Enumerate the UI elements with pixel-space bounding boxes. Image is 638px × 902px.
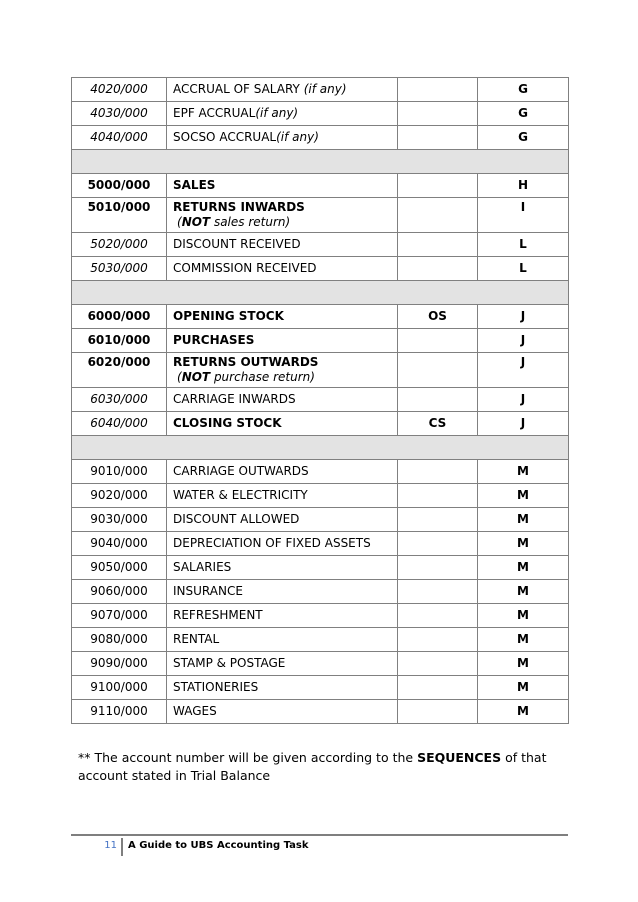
chart-of-accounts-table xyxy=(71,77,569,724)
account-name: CARRIAGE INWARDS xyxy=(173,392,296,406)
account-type: G xyxy=(478,78,569,102)
account-code: 4030/000 xyxy=(72,102,167,126)
account-code: 9060/000 xyxy=(72,580,167,604)
account-code: 9110/000 xyxy=(72,700,167,724)
account-type: M xyxy=(478,604,569,628)
section-separator-row xyxy=(72,281,569,305)
stock-marker xyxy=(398,652,478,676)
account-name-cell xyxy=(167,412,398,436)
account-qualifier: (if any) xyxy=(303,82,347,96)
stock-marker xyxy=(398,556,478,580)
account-type: M xyxy=(478,460,569,484)
account-name: WATER & ELECTRICITY xyxy=(173,488,308,502)
account-name: INSURANCE xyxy=(173,584,243,598)
account-name-cell xyxy=(167,556,398,580)
account-name-cell xyxy=(167,174,398,198)
account-code: 9070/000 xyxy=(72,604,167,628)
account-name: REFRESHMENT xyxy=(173,608,263,622)
table-row xyxy=(72,329,569,353)
account-name-cell xyxy=(167,628,398,652)
table-row xyxy=(72,233,569,257)
account-type: J xyxy=(478,305,569,329)
account-name: OPENING STOCK xyxy=(173,309,284,323)
account-type: L xyxy=(478,257,569,281)
account-type: M xyxy=(478,556,569,580)
account-name-cell xyxy=(167,484,398,508)
account-type: L xyxy=(478,233,569,257)
stock-marker xyxy=(398,628,478,652)
account-name-cell xyxy=(167,532,398,556)
table-row xyxy=(72,174,569,198)
account-name-cell xyxy=(167,102,398,126)
account-name: RETURNS INWARDS xyxy=(173,200,305,214)
account-code: 9090/000 xyxy=(72,652,167,676)
account-qualifier: (if any) xyxy=(276,130,319,144)
account-name: EPF ACCRUAL xyxy=(173,106,256,120)
table-body xyxy=(72,78,569,724)
account-name-cell xyxy=(167,353,398,388)
account-name-cell xyxy=(167,126,398,150)
note-emphasis: NOT xyxy=(181,215,211,229)
account-name-cell xyxy=(167,508,398,532)
account-name-cell xyxy=(167,329,398,353)
section-separator-row xyxy=(72,150,569,174)
table-row xyxy=(72,700,569,724)
account-name: RETURNS OUTWARDS xyxy=(173,355,319,369)
account-name: STAMP & POSTAGE xyxy=(173,656,286,670)
footnote-emphasis: SEQUENCES xyxy=(417,750,502,765)
stock-marker xyxy=(398,353,478,388)
account-name: DISCOUNT RECEIVED xyxy=(173,237,301,251)
account-code: 6010/000 xyxy=(72,329,167,353)
account-code: 9100/000 xyxy=(72,676,167,700)
account-name: RENTAL xyxy=(173,632,220,646)
account-name: CARRIAGE OUTWARDS xyxy=(173,464,309,478)
table-row xyxy=(72,305,569,329)
page-number: 11 xyxy=(104,840,117,851)
stock-marker xyxy=(398,102,478,126)
stock-marker xyxy=(398,233,478,257)
account-qualifier: (if any) xyxy=(255,106,299,120)
account-name: DEPRECIATION OF FIXED ASSETS xyxy=(173,536,371,550)
account-name: ACCRUAL OF SALARY xyxy=(173,82,300,96)
stock-marker xyxy=(398,174,478,198)
table-row xyxy=(72,652,569,676)
table-row xyxy=(72,484,569,508)
footer-rule xyxy=(71,834,568,836)
account-type: J xyxy=(478,388,569,412)
note-open: ( xyxy=(177,370,182,384)
account-name: SALARIES xyxy=(173,560,232,574)
separator-cell xyxy=(72,150,569,174)
stock-marker xyxy=(398,257,478,281)
account-name-cell xyxy=(167,652,398,676)
stock-marker xyxy=(398,508,478,532)
footnote-text: ** The account number will be given according to the xyxy=(78,750,418,765)
stock-marker: CS xyxy=(398,412,478,436)
account-name: CLOSING STOCK xyxy=(173,416,282,430)
account-type: M xyxy=(478,508,569,532)
footnote-text-end: of that account stated in Trial Balance xyxy=(78,750,547,783)
separator-cell xyxy=(72,436,569,460)
account-code: 6030/000 xyxy=(72,388,167,412)
account-code: 6020/000 xyxy=(72,353,167,388)
table-row xyxy=(72,78,569,102)
account-type: J xyxy=(478,329,569,353)
account-code: 5030/000 xyxy=(72,257,167,281)
account-name: DISCOUNT ALLOWED xyxy=(173,512,300,526)
account-name-cell xyxy=(167,305,398,329)
stock-marker xyxy=(398,580,478,604)
account-name-cell xyxy=(167,257,398,281)
table-row xyxy=(72,388,569,412)
note-rest: sales return) xyxy=(210,215,291,229)
account-name: WAGES xyxy=(173,704,217,718)
account-name: SALES xyxy=(173,178,216,192)
footer-divider xyxy=(121,838,123,856)
separator-cell xyxy=(72,281,569,305)
note-emphasis: NOT xyxy=(181,370,211,384)
table-row xyxy=(72,556,569,580)
account-type: M xyxy=(478,484,569,508)
account-name: SOCSO ACCRUAL xyxy=(173,130,277,144)
account-type: G xyxy=(478,102,569,126)
table-row xyxy=(72,532,569,556)
account-code: 9080/000 xyxy=(72,628,167,652)
stock-marker xyxy=(398,388,478,412)
stock-marker xyxy=(398,126,478,150)
account-type: J xyxy=(478,353,569,388)
account-code: 5010/000 xyxy=(72,198,167,233)
table-row xyxy=(72,676,569,700)
account-type: J xyxy=(478,412,569,436)
account-name-cell xyxy=(167,78,398,102)
table-row xyxy=(72,126,569,150)
table-row xyxy=(72,412,569,436)
account-type: I xyxy=(478,198,569,233)
account-name-cell xyxy=(167,604,398,628)
account-type: G xyxy=(478,126,569,150)
footer-title: A Guide to UBS Accounting Task xyxy=(128,840,309,851)
note-rest: purchase return) xyxy=(210,370,315,384)
stock-marker xyxy=(398,329,478,353)
table-row xyxy=(72,460,569,484)
account-code: 9010/000 xyxy=(72,460,167,484)
account-code: 5020/000 xyxy=(72,233,167,257)
account-type: M xyxy=(478,676,569,700)
account-code: 9050/000 xyxy=(72,556,167,580)
table-row xyxy=(72,353,569,388)
account-type: M xyxy=(478,628,569,652)
account-type: H xyxy=(478,174,569,198)
note-open: ( xyxy=(177,215,182,229)
account-type: M xyxy=(478,652,569,676)
table-row xyxy=(72,198,569,233)
table-row xyxy=(72,580,569,604)
account-name: PURCHASES xyxy=(173,333,255,347)
account-name: COMMISSION RECEIVED xyxy=(173,261,317,275)
account-name-cell xyxy=(167,233,398,257)
account-type: M xyxy=(478,532,569,556)
account-name-cell xyxy=(167,198,398,233)
account-type: M xyxy=(478,580,569,604)
account-code: 6000/000 xyxy=(72,305,167,329)
account-code: 5000/000 xyxy=(72,174,167,198)
footnote xyxy=(78,749,558,785)
account-code: 9020/000 xyxy=(72,484,167,508)
stock-marker xyxy=(398,532,478,556)
account-note xyxy=(173,215,391,230)
stock-marker xyxy=(398,700,478,724)
table-row xyxy=(72,508,569,532)
account-type: M xyxy=(478,700,569,724)
stock-marker xyxy=(398,198,478,233)
table-row xyxy=(72,628,569,652)
account-name-cell xyxy=(167,700,398,724)
stock-marker xyxy=(398,78,478,102)
stock-marker xyxy=(398,460,478,484)
account-code: 6040/000 xyxy=(72,412,167,436)
account-code: 9040/000 xyxy=(72,532,167,556)
account-name-cell xyxy=(167,460,398,484)
account-name-cell xyxy=(167,388,398,412)
table-row xyxy=(72,257,569,281)
stock-marker xyxy=(398,604,478,628)
table-row xyxy=(72,102,569,126)
account-code: 4040/000 xyxy=(72,126,167,150)
account-note xyxy=(173,370,391,385)
section-separator-row xyxy=(72,436,569,460)
account-code: 4020/000 xyxy=(72,78,167,102)
stock-marker xyxy=(398,484,478,508)
account-code: 9030/000 xyxy=(72,508,167,532)
table-row xyxy=(72,604,569,628)
stock-marker xyxy=(398,676,478,700)
account-name-cell xyxy=(167,676,398,700)
account-name-cell xyxy=(167,580,398,604)
stock-marker: OS xyxy=(398,305,478,329)
account-name: STATIONERIES xyxy=(173,680,259,694)
